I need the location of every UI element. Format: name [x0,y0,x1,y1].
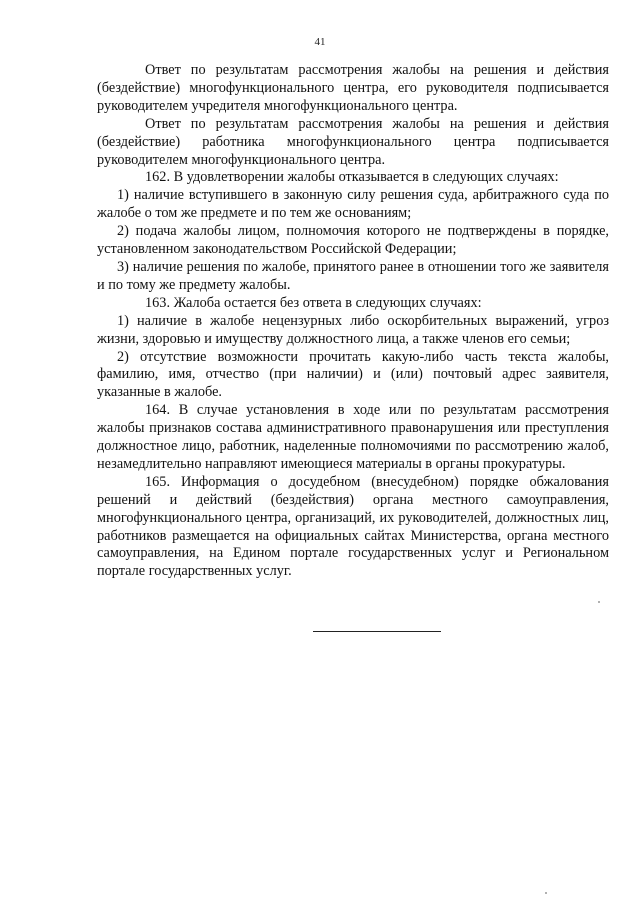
scan-speck [545,892,547,894]
paragraph-response-signature-employee: Ответ по результатам рассмотрения жалобы на решения и действия (бездействие) работника многофункционального центра подписывается руководителем многофункционального центра. [97,115,609,168]
page-number: 41 [314,36,326,48]
paragraph-163-item-1: 1) наличие в жалобе нецензурных либо оскорбительных выражений, угроз жизни, здоровью и имуществу должностного лица, а также членов его семьи; [97,312,609,347]
scan-speck [598,601,600,603]
paragraph-162-item-1: 1) наличие вступившего в законную силу решения суда, арбитражного суда по жалобе о том же предмете и по тем же основаниям; [97,187,609,222]
paragraph-162-item-3: 3) наличие решения по жалобе, принятого ранее в отношении того же заявителя и по тому же предмету жалобы. [97,258,609,293]
paragraph-162-item-2: 2) подача жалобы лицом, полномочия которого не подтверждены в порядке, установленном законодательством Российской Федерации; [97,223,609,258]
paragraph-response-signature-mfc: Ответ по результатам рассмотрения жалобы на решения и действия (бездействие) многофункционального центра, его руководителя подписывается руководителем учредителя многофункционального центра. [97,62,609,114]
document-body [97,62,609,581]
paragraph-163-item-2: 2) отсутствие возможности прочитать какую-либо часть текста жалобы, фамилию, имя, отчество (при наличии) и (или) почтовый адрес заявителя, указанные в жалобе. [97,348,609,401]
paragraph-165: 165. Информация о досудебном (внесудебном) порядке обжалования решений и действий (бездействия) органа местного самоуправления, многофункционального центра, организаций, их руководителей, должностных лиц, работников размещается на официальных сайтах Министерства, органа местного самоуправления, на Едином портале государственных услуг и Региональном портале государственных услуг. [97,473,609,580]
paragraph-163-heading: 163. Жалоба остается без ответа в следующих случаях: [145,294,482,311]
end-separator-line [313,631,441,632]
paragraph-164: 164. В случае установления в ходе или по результатам рассмотрения жалобы признаков состава административного правонарушения или преступления должностное лицо, работник, наделенные полномочиями по рассмотрению жалоб, незамедлительно направляют имеющиеся материалы в органы прокуратуры. [97,402,609,472]
paragraph-162-heading: 162. В удовлетворении жалобы отказывается в следующих случаях: [145,169,559,186]
